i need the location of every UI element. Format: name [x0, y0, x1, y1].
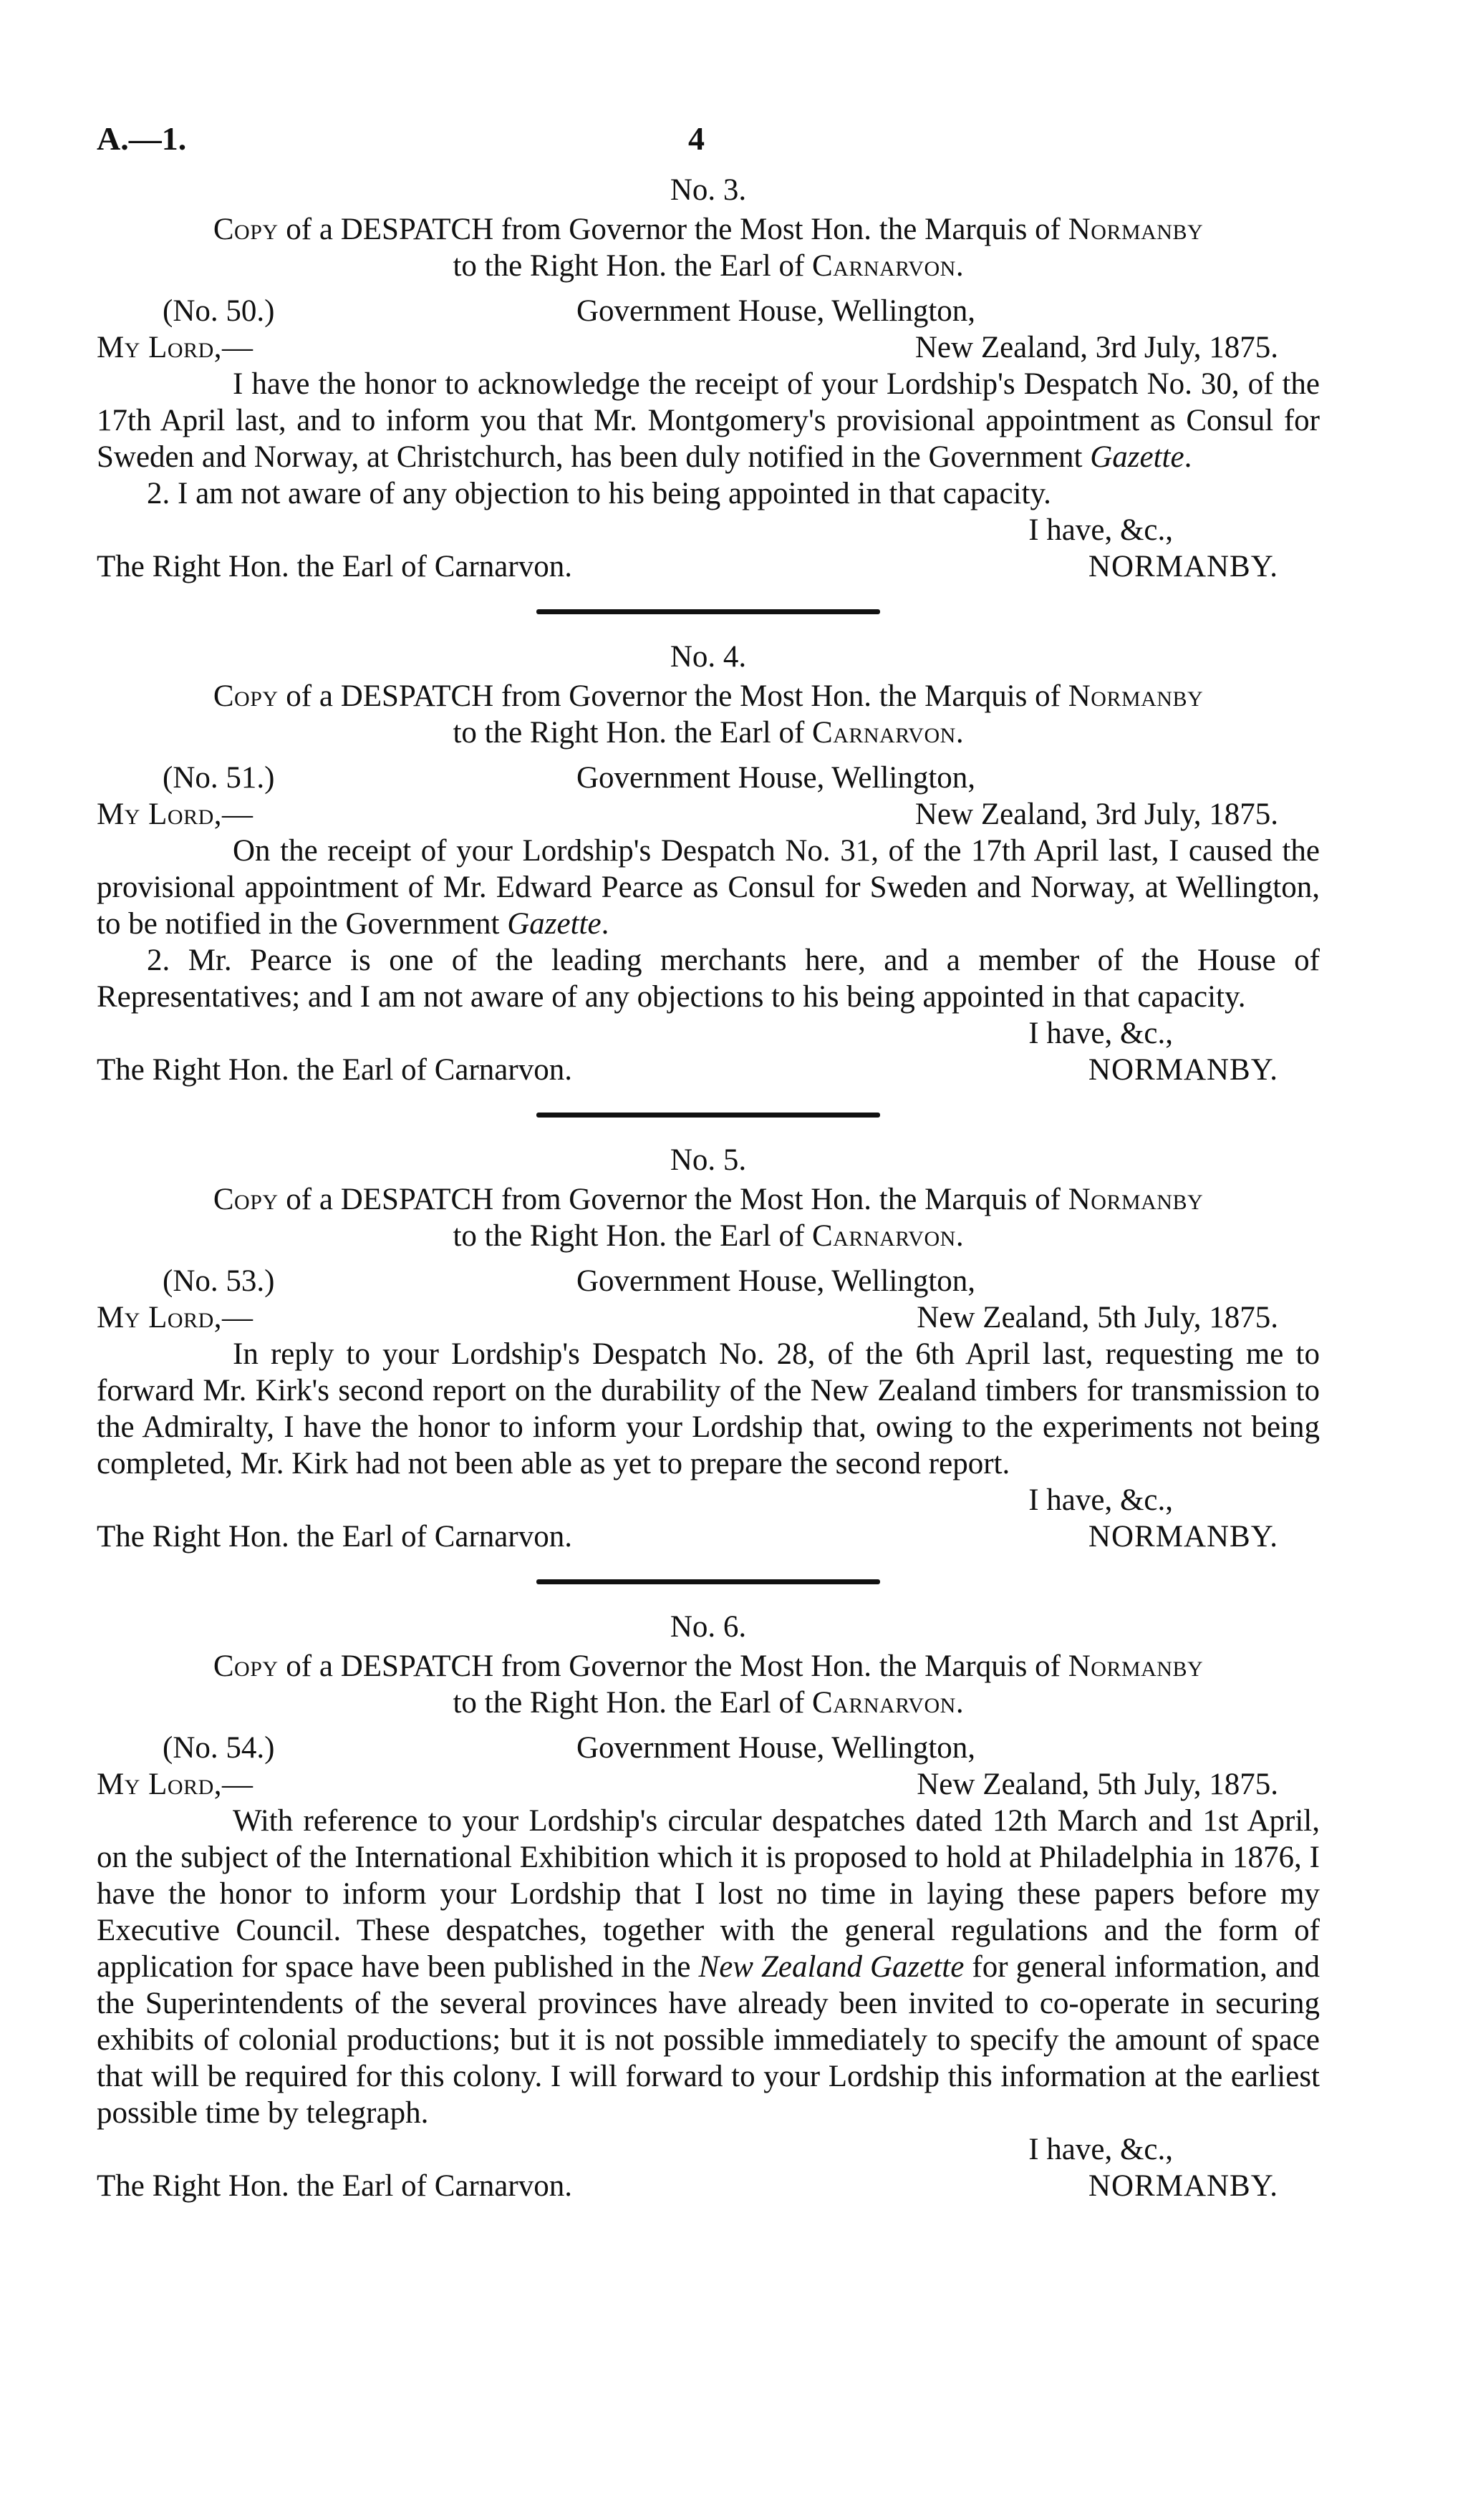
despatch-place: Government House, Wellington,	[576, 1731, 976, 1765]
title-end: .	[955, 1219, 964, 1253]
section-divider	[536, 609, 880, 614]
title-line2: to the Right Hon. the Earl of	[453, 1219, 805, 1253]
page-number: 4	[688, 120, 705, 157]
page-reference: A.—1.	[97, 120, 187, 157]
title-earl: Carnarvon	[812, 716, 956, 750]
title-end: .	[955, 716, 964, 750]
despatch-date: New Zealand, 5th July, 1875.	[917, 1768, 1278, 1801]
addressee: The Right Hon. the Earl of Carnarvon.	[97, 1053, 572, 1087]
signature-row	[97, 1052, 1320, 1088]
despatch-reference: (No. 51.)	[163, 761, 275, 795]
despatch-date: New Zealand, 3rd July, 1875.	[914, 331, 1278, 364]
despatch-place: Government House, Wellington,	[576, 294, 976, 328]
closing: I have, &c.,	[1028, 1017, 1173, 1050]
title-line2: to the Right Hon. the Earl of	[453, 716, 805, 750]
title-prefix: Copy	[213, 1649, 279, 1683]
despatch-header-row	[97, 293, 1320, 329]
despatch-reference: (No. 50.)	[163, 294, 275, 328]
addressee: The Right Hon. the Earl of Carnarvon.	[97, 2169, 572, 2203]
signature-row	[97, 1518, 1320, 1555]
addressee: The Right Hon. the Earl of Carnarvon.	[97, 1520, 572, 1554]
despatch-no-6	[97, 1609, 1320, 2204]
title-earl: Carnarvon	[812, 1219, 956, 1253]
closing: I have, &c.,	[1028, 2133, 1173, 2166]
title-text: of a DESPATCH from Governor the Most Hon. the Marquis of	[286, 1649, 1061, 1683]
despatch-number: No. 4.	[670, 640, 747, 674]
body-paragraph-2: 2. Mr. Pearce is one of the leading merchants here, and a member of the House of Representatives; and I am not aware of any objections to his being appointed in that capacity.	[97, 944, 1320, 1014]
para-text: I have the honor to acknowledge the receipt of your Lordship's Despatch No. 30, of the 17th April last, and to inform you that Mr. Montgomery's provisional appointment as Consul for Sweden and Norway, at Christchurch, has been duly notified in the Government	[97, 367, 1320, 474]
salutation: My Lord,—	[97, 798, 254, 831]
title-governor: Normanby	[1068, 213, 1204, 246]
signature: NORMANBY.	[1088, 2169, 1278, 2203]
title-text: of a DESPATCH from Governor the Most Hon. the Marquis of	[286, 1183, 1061, 1216]
salutation: My Lord,—	[97, 1768, 254, 1801]
despatch-place: Government House, Wellington,	[576, 1264, 976, 1298]
closing: I have, &c.,	[1028, 513, 1173, 547]
para-italic: New Zealand Gazette	[698, 1950, 965, 1984]
running-header	[97, 107, 1320, 172]
title-prefix: Copy	[213, 213, 279, 246]
title-governor: Normanby	[1068, 679, 1204, 713]
signature: NORMANBY.	[1088, 550, 1278, 583]
despatch-date: New Zealand, 3rd July, 1875.	[914, 798, 1278, 831]
despatch-header-row	[97, 760, 1320, 796]
section-divider	[536, 1113, 880, 1118]
salutation: My Lord,—	[97, 331, 254, 364]
title-prefix: Copy	[213, 679, 279, 713]
salutation: My Lord,—	[97, 1301, 254, 1334]
despatch-number: No. 3.	[670, 173, 747, 207]
section-divider	[536, 1579, 880, 1584]
despatch-title	[97, 1181, 1320, 1254]
salutation-row	[97, 1299, 1320, 1336]
closing-row	[97, 512, 1320, 548]
title-earl: Carnarvon	[812, 249, 956, 283]
para-end: .	[601, 907, 609, 941]
addressee: The Right Hon. the Earl of Carnarvon.	[97, 550, 572, 583]
signature: NORMANBY.	[1088, 1520, 1278, 1554]
closing: I have, &c.,	[1028, 1483, 1173, 1517]
title-text: of a DESPATCH from Governor the Most Hon. the Marquis of	[286, 679, 1061, 713]
para-text: With reference to your Lordship's circular despatches dated 12th March and 1st April, on the subject of the International Exhibition which it is proposed to hold at Philadelphia in 1876, I have the honor to inform your Lordship that I lost no time in laying these papers before my Executive Council. These despatches, together with the general regulations and the form of application for space have been published in the	[97, 1804, 1320, 1984]
despatch-no-4	[97, 639, 1320, 1088]
body-paragraph-1: In reply to your Lordship's Despatch No. 28, of the 6th April last, requesting me to forward Mr. Kirk's second report on the durability of the New Zealand timbers for transmission to the Admiralty, I have the honor to inform your Lordship that, owing to the experiments not being completed, Mr. Kirk had not been able as yet to prepare the second report.	[97, 1337, 1320, 1480]
title-text: of a DESPATCH from Governor the Most Hon. the Marquis of	[286, 213, 1061, 246]
signature: NORMANBY.	[1088, 1053, 1278, 1087]
despatch-date: New Zealand, 5th July, 1875.	[917, 1301, 1278, 1334]
body-paragraph-1	[97, 366, 1320, 475]
title-end: .	[955, 1686, 964, 1720]
despatch-reference: (No. 54.)	[163, 1731, 275, 1765]
despatch-header-row	[97, 1730, 1320, 1766]
despatch-number: No. 5.	[670, 1143, 747, 1177]
body-paragraph-1	[97, 833, 1320, 942]
title-prefix: Copy	[213, 1183, 279, 1216]
title-governor: Normanby	[1068, 1183, 1204, 1216]
para-end: .	[1184, 440, 1192, 474]
title-earl: Carnarvon	[812, 1686, 956, 1720]
salutation-row	[97, 796, 1320, 833]
closing-row	[97, 1015, 1320, 1052]
despatch-title	[97, 1648, 1320, 1721]
despatch-no-5	[97, 1142, 1320, 1555]
title-end: .	[955, 249, 964, 283]
body-paragraph-1	[97, 1803, 1320, 2131]
signature-row	[97, 548, 1320, 585]
signature-row	[97, 2168, 1320, 2204]
body-paragraph-2: 2. I am not aware of any objection to his being appointed in that capacity.	[147, 477, 1051, 510]
despatch-reference: (No. 53.)	[163, 1264, 275, 1298]
title-line2: to the Right Hon. the Earl of	[453, 1686, 805, 1720]
despatch-place: Government House, Wellington,	[576, 761, 976, 795]
closing-row	[97, 1482, 1320, 1518]
para-end: for general information, and the Superintendents of the several provinces have already been invited to co-operate in securing exhibits of colonial productions; but it is not possible immediately to specify the amount of space that will be required for this colony. I will forward to your Lordship this information at the earliest possible time by telegraph.	[97, 1950, 1320, 2130]
closing-row	[97, 2131, 1320, 2168]
despatch-header-row	[97, 1263, 1320, 1299]
despatch-title	[97, 678, 1320, 751]
para-italic: Gazette	[1090, 440, 1184, 474]
salutation-row	[97, 329, 1320, 366]
para-text: On the receipt of your Lordship's Despatch No. 31, of the 17th April last, I caused the provisional appointment of Mr. Edward Pearce as Consul for Sweden and Norway, at Wellington, to be notified in the Government	[97, 834, 1320, 941]
salutation-row	[97, 1766, 1320, 1803]
despatch-no-3	[97, 172, 1320, 585]
title-governor: Normanby	[1068, 1649, 1204, 1683]
para-italic: Gazette	[507, 907, 602, 941]
despatch-title	[97, 211, 1320, 284]
despatch-number: No. 6.	[670, 1610, 747, 1644]
title-line2: to the Right Hon. the Earl of	[453, 249, 805, 283]
